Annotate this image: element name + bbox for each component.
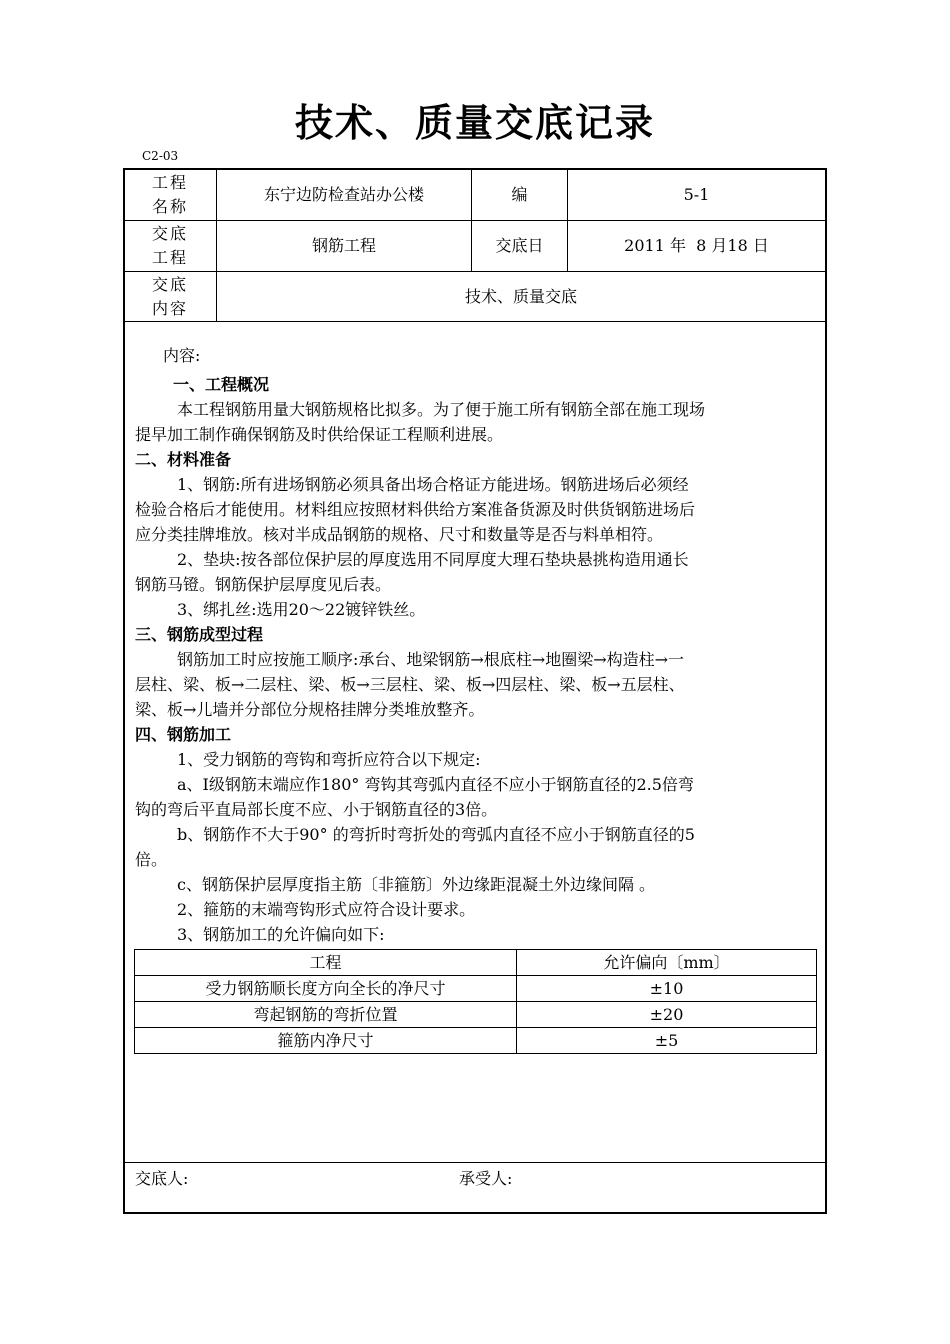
paragraph-line: 钩的弯后平直局部长度不应、小于钢筋直径的3倍。 bbox=[135, 800, 498, 819]
form-code: C2-03 bbox=[142, 149, 179, 163]
section-heading: 四、钢筋加工 bbox=[135, 725, 232, 744]
number-label: 编 bbox=[511, 185, 528, 204]
date-label: 交底日 bbox=[495, 236, 544, 255]
paragraph-line: 梁、板→儿墙并分部位分规格挂牌分类堆放整齐。 bbox=[135, 700, 485, 719]
table-cell: 弯起钢筋的弯折位置 bbox=[135, 1002, 517, 1028]
paragraph-line: c、钢筋保护层厚度指主筋〔非箍筋〕外边缘距混凝土外边缘间隔 。 bbox=[177, 875, 656, 894]
table-header-cell: 允许偏向〔mm〕 bbox=[517, 950, 817, 976]
date-value: 2011 年 8 月18 日 bbox=[624, 236, 769, 255]
table-cell: 受力钢筋顺长度方向全长的净尺寸 bbox=[135, 976, 517, 1002]
table-header-cell: 工程 bbox=[135, 950, 517, 976]
paragraph-line: 检验合格后才能使用。材料组应按照材料供给方案准备货源及时供货钢筋进场后 bbox=[135, 500, 696, 519]
paragraph-line: 倍。 bbox=[135, 850, 168, 869]
table-row bbox=[135, 1028, 817, 1054]
paragraph-line: 2、箍筋的末端弯钩形式应符合设计要求。 bbox=[177, 900, 476, 919]
paragraph-line: 提早加工制作确保钢筋及时供给保证工程顺利进展。 bbox=[135, 425, 504, 444]
item-label: 交底 工程 bbox=[151, 224, 188, 267]
table-header-row bbox=[135, 950, 817, 976]
table-row bbox=[135, 976, 817, 1002]
paragraph-line: 1、受力钢筋的弯钩和弯折应符合以下规定: bbox=[177, 750, 481, 769]
table-cell: 箍筋内净尺寸 bbox=[135, 1028, 517, 1054]
table-cell: ±5 bbox=[517, 1028, 817, 1054]
disclosure-body bbox=[135, 343, 817, 947]
row-divider bbox=[125, 321, 825, 322]
intro-label: 内容: bbox=[163, 346, 201, 365]
paragraph-line: 钢筋马镫。钢筋保护层厚度见后表。 bbox=[135, 575, 392, 594]
page-title: 技术、质量交底记录 bbox=[294, 101, 655, 145]
table-cell: ±10 bbox=[517, 976, 817, 1002]
paragraph-line: 3、钢筋加工的允许偏向如下: bbox=[177, 925, 385, 944]
footer-divider bbox=[125, 1162, 825, 1163]
item-value: 钢筋工程 bbox=[311, 236, 376, 255]
paragraph-line: 层柱、梁、板→二层柱、梁、板→三层柱、梁、板→四层柱、梁、板→五层柱、 bbox=[135, 675, 685, 694]
content-value: 技术、质量交底 bbox=[464, 286, 577, 306]
section-heading: 一、工程概况 bbox=[173, 375, 270, 394]
number-value: 5-1 bbox=[683, 185, 710, 204]
paragraph-line: 1、钢筋:所有进场钢筋必须具备出场合格证方能进场。钢筋进场后必须经 bbox=[177, 475, 689, 494]
project-name-label: 工程 名称 bbox=[151, 173, 188, 216]
paragraph-line: 3、绑扎丝:选用20～22镀锌铁丝。 bbox=[177, 600, 426, 619]
section-heading: 二、材料准备 bbox=[135, 450, 232, 469]
paragraph-line: 2、垫块:按各部位保护层的厚度选用不同厚度大理石垫块悬挑构造用通长 bbox=[177, 550, 689, 569]
project-name-value: 东宁边防检查站办公楼 bbox=[263, 185, 424, 204]
record-form bbox=[123, 168, 827, 1214]
paragraph-line: 本工程钢筋用量大钢筋规格比拟多。为了便于施工所有钢筋全部在施工现场 bbox=[177, 400, 706, 419]
content-label: 交底 内容 bbox=[151, 274, 188, 318]
receiver-label: 承受人: bbox=[459, 1169, 513, 1188]
tolerance-table bbox=[134, 949, 817, 1054]
discloser-label: 交底人: bbox=[135, 1169, 189, 1188]
table-cell: ±20 bbox=[517, 1002, 817, 1028]
paragraph-line: b、钢筋作不大于90° 的弯折时弯折处的弯弧内直径不应小于钢筋直径的5 bbox=[177, 825, 695, 844]
paragraph-line: 应分类挂牌堆放。核对半成品钢筋的规格、尺寸和数量等是否与料单相符。 bbox=[135, 525, 664, 544]
table-row bbox=[135, 1002, 817, 1028]
paragraph-line: 钢筋加工时应按施工顺序:承台、地梁钢筋→根底柱→地圈梁→构造柱→一 bbox=[177, 650, 685, 669]
section-heading: 三、钢筋成型过程 bbox=[135, 625, 264, 644]
paragraph-line: a、Ⅰ级钢筋末端应作180° 弯钩其弯弧内直径不应小于钢筋直径的2.5倍弯 bbox=[177, 775, 694, 794]
